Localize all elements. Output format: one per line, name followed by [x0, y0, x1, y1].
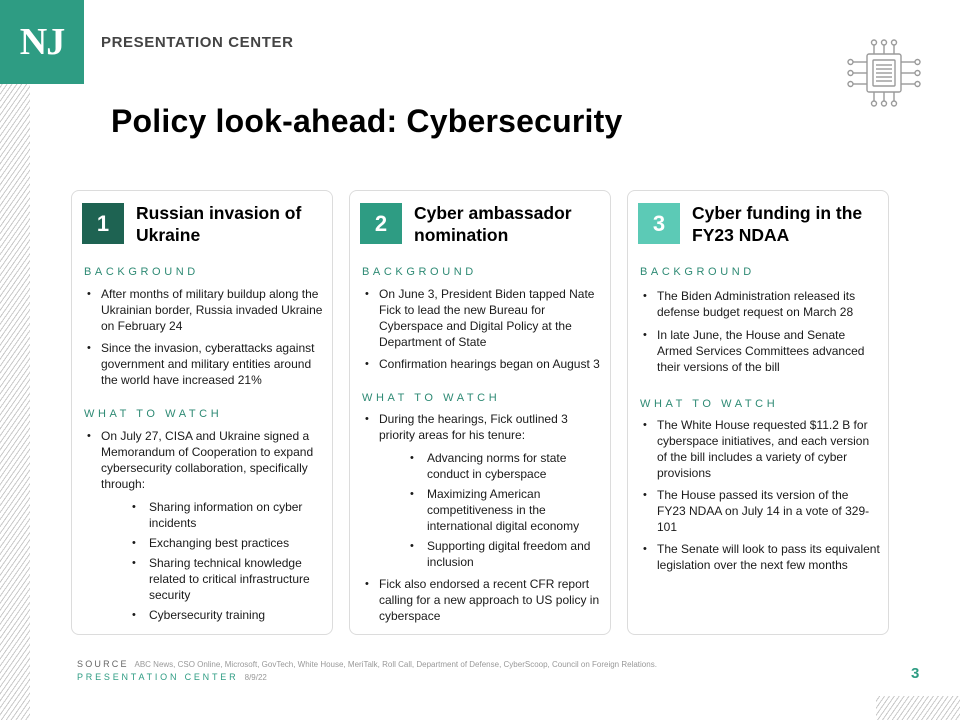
page-title: Policy look-ahead: Cybersecurity	[111, 103, 623, 139]
background-label: BACKGROUND	[84, 266, 199, 278]
list-item: • The White House requested $11.2 B for cyberspace initiatives, and each version of the bill includes a variety of cyber provisions	[640, 417, 880, 481]
sub-list-item: • Sharing technical knowledge related to critical infrastructure security	[101, 555, 324, 603]
sub-list	[379, 450, 602, 570]
sub-list-item: • Supporting digital freedom and inclusion	[379, 538, 602, 570]
sub-list-item: • Cybersecurity training	[101, 607, 324, 623]
source-label: SOURCE	[77, 659, 129, 669]
list-item: • Fick also endorsed a recent CFR report calling for a new approach to US policy in cyberspace	[362, 576, 602, 624]
list-item	[84, 428, 324, 623]
source-text: ABC News, CSO Online, Microsoft, GovTech, White House, MeriTalk, Roll Call, Department of Defense, CyberScoop, Council on Foreign Relations.	[134, 660, 657, 669]
source-footnote	[77, 659, 657, 669]
card-number-badge: 3	[638, 203, 680, 244]
footer-date: 8/9/22	[244, 673, 267, 682]
card-title: Russian invasion of Ukraine	[136, 203, 302, 245]
list-item: • The Senate will look to pass its equivalent legislation over the next few months	[640, 541, 880, 573]
card-title: Cyber funding in the FY23 NDAA	[692, 203, 863, 245]
background-list	[84, 286, 324, 394]
list-item: • The Biden Administration released its defense budget request on March 28	[640, 288, 880, 320]
list-item: • Since the invasion, cyberattacks against government and military entities around the world have increased 21%	[84, 340, 324, 388]
circuit-chip-icon	[845, 38, 923, 108]
sub-list	[101, 499, 324, 623]
watch-list	[362, 411, 602, 630]
card-cyber-funding	[627, 190, 889, 635]
list-item: • After months of military buildup along the Ukrainian border, Russia invaded Ukraine on February 24	[84, 286, 324, 334]
background-label: BACKGROUND	[640, 266, 755, 278]
card-number-badge: 2	[360, 203, 402, 244]
watch-label: WHAT TO WATCH	[640, 398, 779, 410]
sub-list-item: • Advancing norms for state conduct in cyberspace	[379, 450, 602, 482]
watch-label: WHAT TO WATCH	[362, 392, 501, 404]
list-item	[362, 411, 602, 570]
card-cyber-ambassador	[349, 190, 611, 635]
sub-list-item: • Exchanging best practices	[101, 535, 324, 551]
list-item: • Confirmation hearings began on August 3	[362, 356, 602, 372]
card-russian-invasion	[71, 190, 333, 635]
card-title: Cyber ambassador nomination	[414, 203, 572, 245]
background-list	[362, 286, 602, 378]
sub-list-item: • Maximizing American competitiveness in the international digital economy	[379, 486, 602, 534]
list-item-text: During the hearings, Fick outlined 3 priority areas for his tenure:	[379, 412, 568, 442]
decorative-hatch-bottom	[876, 696, 960, 720]
page-number: 3	[911, 665, 920, 682]
footer-brand	[77, 672, 267, 682]
watch-list	[640, 417, 880, 579]
background-label: BACKGROUND	[362, 266, 477, 278]
nj-logo: NJ	[0, 0, 84, 84]
watch-label: WHAT TO WATCH	[84, 408, 223, 420]
sub-list-item: • Sharing information on cyber incidents	[101, 499, 324, 531]
list-item: • The House passed its version of the FY23 NDAA on July 14 in a vote of 329-101	[640, 487, 880, 535]
list-item: • On June 3, President Biden tapped Nate Fick to lead the new Bureau for Cyberspace and Digital Policy at the Department of State	[362, 286, 602, 350]
brand-name: PRESENTATION CENTER	[101, 34, 294, 51]
card-number-badge: 1	[82, 203, 124, 244]
background-list	[640, 288, 880, 381]
decorative-hatch-left	[0, 84, 30, 720]
list-item: • In late June, the House and Senate Armed Services Committees advanced their versions of the bill	[640, 327, 880, 375]
footer-brand-label: PRESENTATION CENTER	[77, 672, 239, 682]
list-item-text: On July 27, CISA and Ukraine signed a Memorandum of Cooperation to expand cybersecurity collaboration, specifically through:	[101, 429, 314, 491]
watch-list	[84, 428, 324, 629]
